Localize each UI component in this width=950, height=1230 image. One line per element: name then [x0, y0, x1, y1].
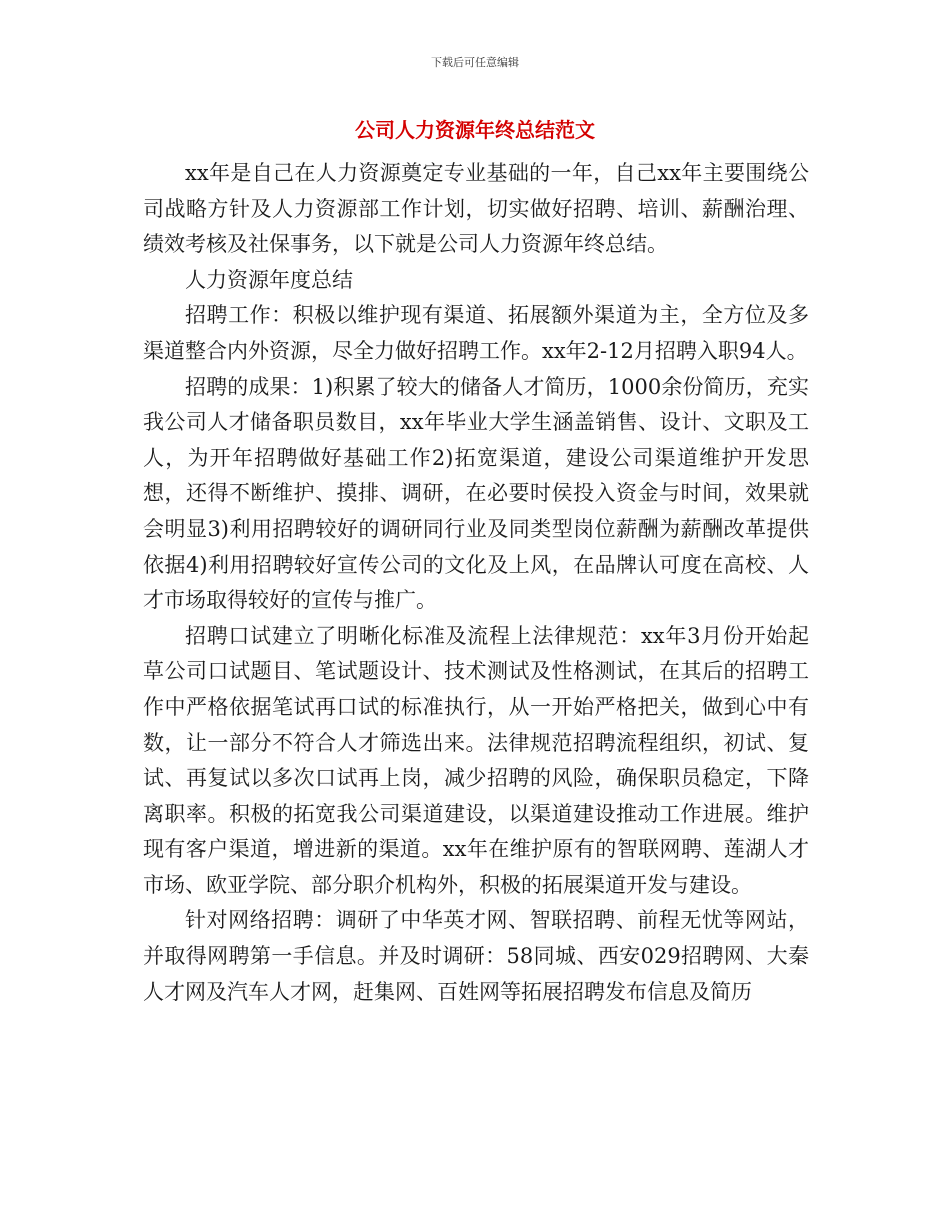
paragraph-recruiting-work: 招聘工作：积极以维护现有渠道、拓展额外渠道为主，全方位及多渠道整合内外资源，尽全力做好招聘工作。xx年2-12月招聘入职94人。	[143, 303, 809, 363]
paragraph-online-recruiting: 针对网络招聘：调研了中华英才网、智联招聘、前程无忧等网站，并取得网聘第一手信息。并及时调研：58同城、西安029招聘网、大秦人才网及汽车人才网，赶集网、百姓网等拓展招聘发布信息及简历	[143, 908, 809, 1004]
paragraph-intro: xx年是自己在人力资源奠定专业基础的一年，自己xx年主要围绕公司战略方针及人力资源部工作计划，切实做好招聘、培训、薪酬治理、绩效考核及社保事务，以下就是公司人力资源年终总结。	[143, 161, 809, 257]
header-note: 下载后可任意编辑	[431, 56, 519, 69]
document-title: 公司人力资源年终总结范文	[355, 118, 595, 142]
paragraph-recruiting-results: 招聘的成果：1)积累了较大的储备人才简历，1000余份简历，充实我公司人才储备职员数目，xx年毕业大学生涵盖销售、设计、文职及工人，为开年招聘做好基础工作2)拓宽渠道，建设公司渠道维护开发思想，还得不断维护、摸排、调研，在必要时侯投入资金与时间，效果就会明显3)利用招聘较好的调研同行业及同类型岗位薪酬为薪酬改革提供依据4)利用招聘较好宣传公司的文化及上风，在品牌认可度在高校、人才市场取得较好的宣传与推广。	[143, 374, 809, 613]
paragraph-interview-standards: 招聘口试建立了明晰化标准及流程上法律规范：xx年3月份开始起草公司口试题目、笔试题设计、技术测试及性格测试，在其后的招聘工作中严格依据笔试再口试的标准执行，从一开始严格把关，做到心中有数，让一部分不符合人才筛选出来。法律规范招聘流程组织，初试、复试、再复试以多次口试再上岗，减少招聘的风险，确保职员稳定，下降离职率。积极的拓宽我公司渠道建设，以渠道建设推动工作进展。维护现有客户渠道，增进新的渠道。xx年在维护原有的智联网聘、莲湖人才市场、欧亚学院、部分职介机构外，积极的拓展渠道开发与建设。	[143, 623, 809, 897]
document-body	[143, 156, 809, 1010]
paragraph-section-heading: 人力资源年度总结	[185, 267, 353, 292]
